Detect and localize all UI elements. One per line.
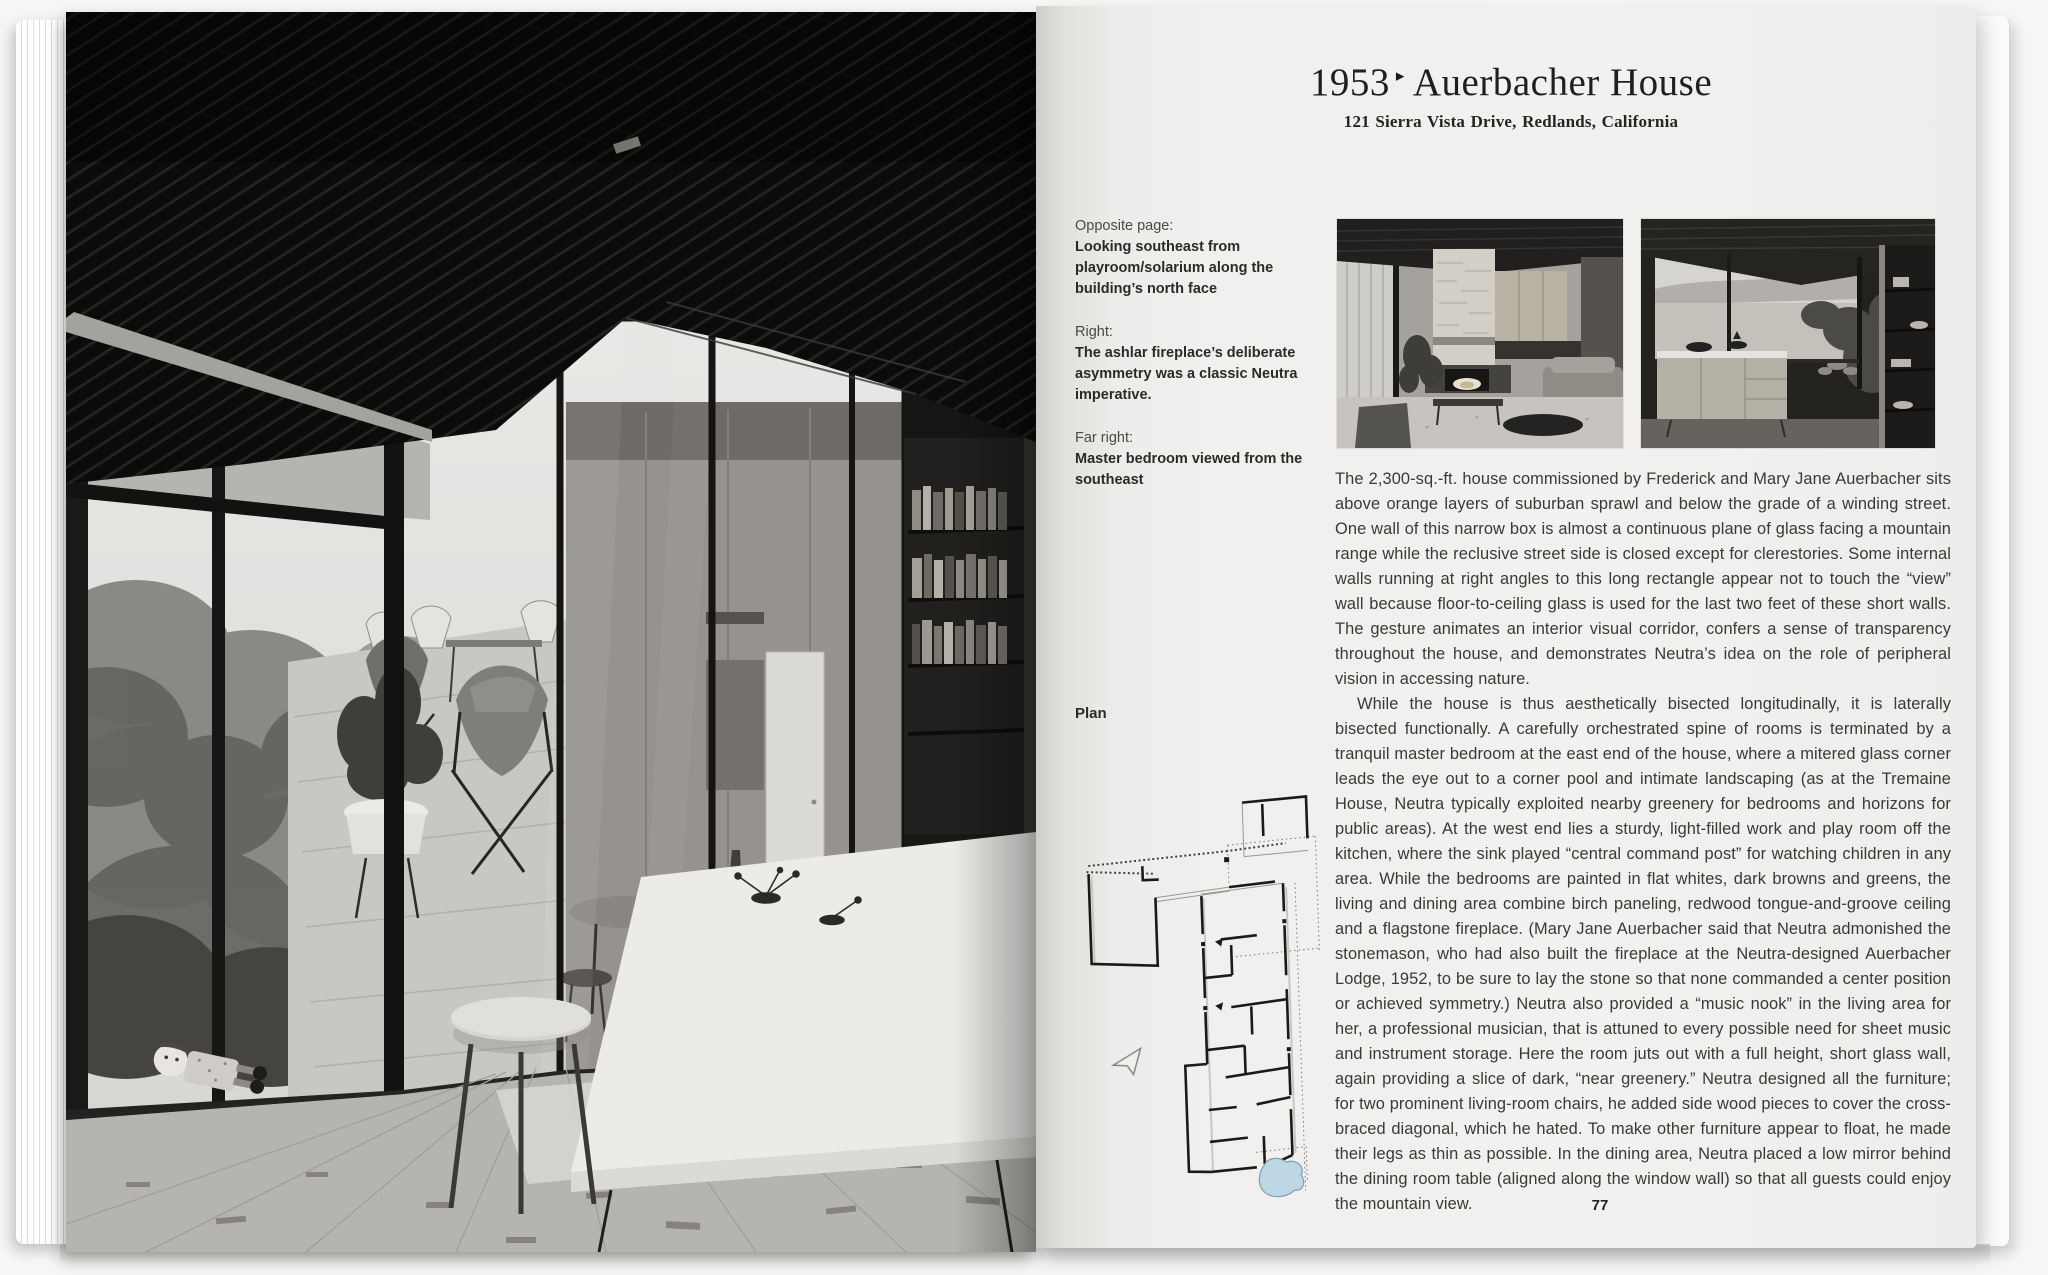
- caption-text: Looking southeast from playroom/solarium along the building’s north face: [1075, 239, 1274, 297]
- photo-fireplace: [1337, 219, 1623, 448]
- fireplace-illustration: [1337, 219, 1623, 448]
- captions-column: [1075, 216, 1327, 513]
- photo-bedroom: [1641, 219, 1935, 448]
- plan-drawing: [1082, 746, 1330, 1201]
- caption-label: Far right:: [1075, 430, 1134, 446]
- title-separator-icon: ▸: [1395, 66, 1405, 85]
- caption-label: Right:: [1075, 324, 1113, 340]
- gutter-shadow-left: [954, 12, 1036, 1252]
- caption-text: Master bedroom viewed from the southeast: [1075, 451, 1303, 488]
- chapter-title-block: [1211, 60, 1811, 132]
- caption-group: [1075, 216, 1327, 300]
- page-title: [1211, 60, 1811, 105]
- title-year: 1953: [1309, 61, 1390, 104]
- right-page: [1036, 6, 1976, 1248]
- plan-label: Plan: [1075, 705, 1107, 722]
- caption-group: [1075, 428, 1327, 491]
- floor-plan: [1082, 746, 1330, 1201]
- body-paragraph: The 2,300-sq.-ft. house commissioned by Frederick and Mary Jane Auerbacher sits above orange layers of suburban sprawl and below the grade of a winding street. One wall of this narrow box is almost a continuous plane of glass facing a mountain range while the reclusive street side is closed except for clerestories. Some internal walls running at right angles to this long rectangle appear not to touch the “view” wall because floor-to-ceiling glass is used for the last two feet of these short walls. The gesture animates an interior visual corridor, confers a sense of transparency throughout the house, and demonstrates Neutra’s idea on the role of peripheral vision in accessing nature.: [1335, 470, 1951, 688]
- caption-text: The ashlar fireplace’s deliberate asymmetry was a classic Neutra imperative.: [1075, 345, 1298, 403]
- playroom-solarium-illustration: [66, 12, 1036, 1252]
- page-edge-right: [1974, 16, 2010, 1246]
- page-number: 77: [1591, 1197, 1609, 1214]
- title-subtitle: 121 Sierra Vista Drive, Redlands, California: [1343, 112, 1679, 131]
- caption-group: [1075, 322, 1327, 406]
- bedroom-illustration: [1641, 219, 1935, 448]
- body-text-column: [1335, 467, 1951, 1217]
- north-arrow-icon: [1113, 1048, 1142, 1075]
- body-paragraph: While the house is thus aesthetically bisected longitudinally, it is laterally bisected functionally. A carefully orchestrated spine of rooms is terminated by a tranquil master bedroom at the east end of the house, where a mitered glass corner leads the eye out to a corner pool and intimate landscaping (as at the Tremaine House, Neutra typically exploited nearby greenery for bedrooms and horizons for public areas). At the west end lies a sturdy, light-filled work and play room off the kitchen, where the sink played “central command post” for watching children in any area. While the bedrooms are painted in flat whites, dark browns and greens, the living and dining area combine birch paneling, redwood tongue-and-groove ceiling and a flagstone fireplace. (Mary Jane Auerbacher said that Neutra admonished the stonemason, who had also built the fireplace at the Neutra-designed Auerbacher Lodge, 1952, to be sure to lay the stone so that none commanded a center position or achieved symmetry.) Neutra also provided a “music nook” in the living area for her, a professional musician, that is attuned to every possible need for sheet music and instrument storage. Here the room juts out with a full height, short glass wall, again providing a slice of dark, “near greenery.” Neutra designed all the furniture; for two prominent living-room chairs, he added side wood pieces to cover the cross-braced diagonal, which he hated. To make other furniture appear to float, he made their legs as thin as possible. In the dining area, Neutra placed a low mirror behind the dining room table (aligned along the window wall) so that all guests could enjoy the mountain view.: [1335, 695, 1951, 1213]
- left-page-photo: [66, 12, 1036, 1252]
- title-name: Auerbacher House: [1412, 61, 1713, 104]
- pool-shape: [1259, 1157, 1305, 1197]
- caption-label: Opposite page:: [1075, 218, 1174, 234]
- page-edge-left: [16, 20, 68, 1244]
